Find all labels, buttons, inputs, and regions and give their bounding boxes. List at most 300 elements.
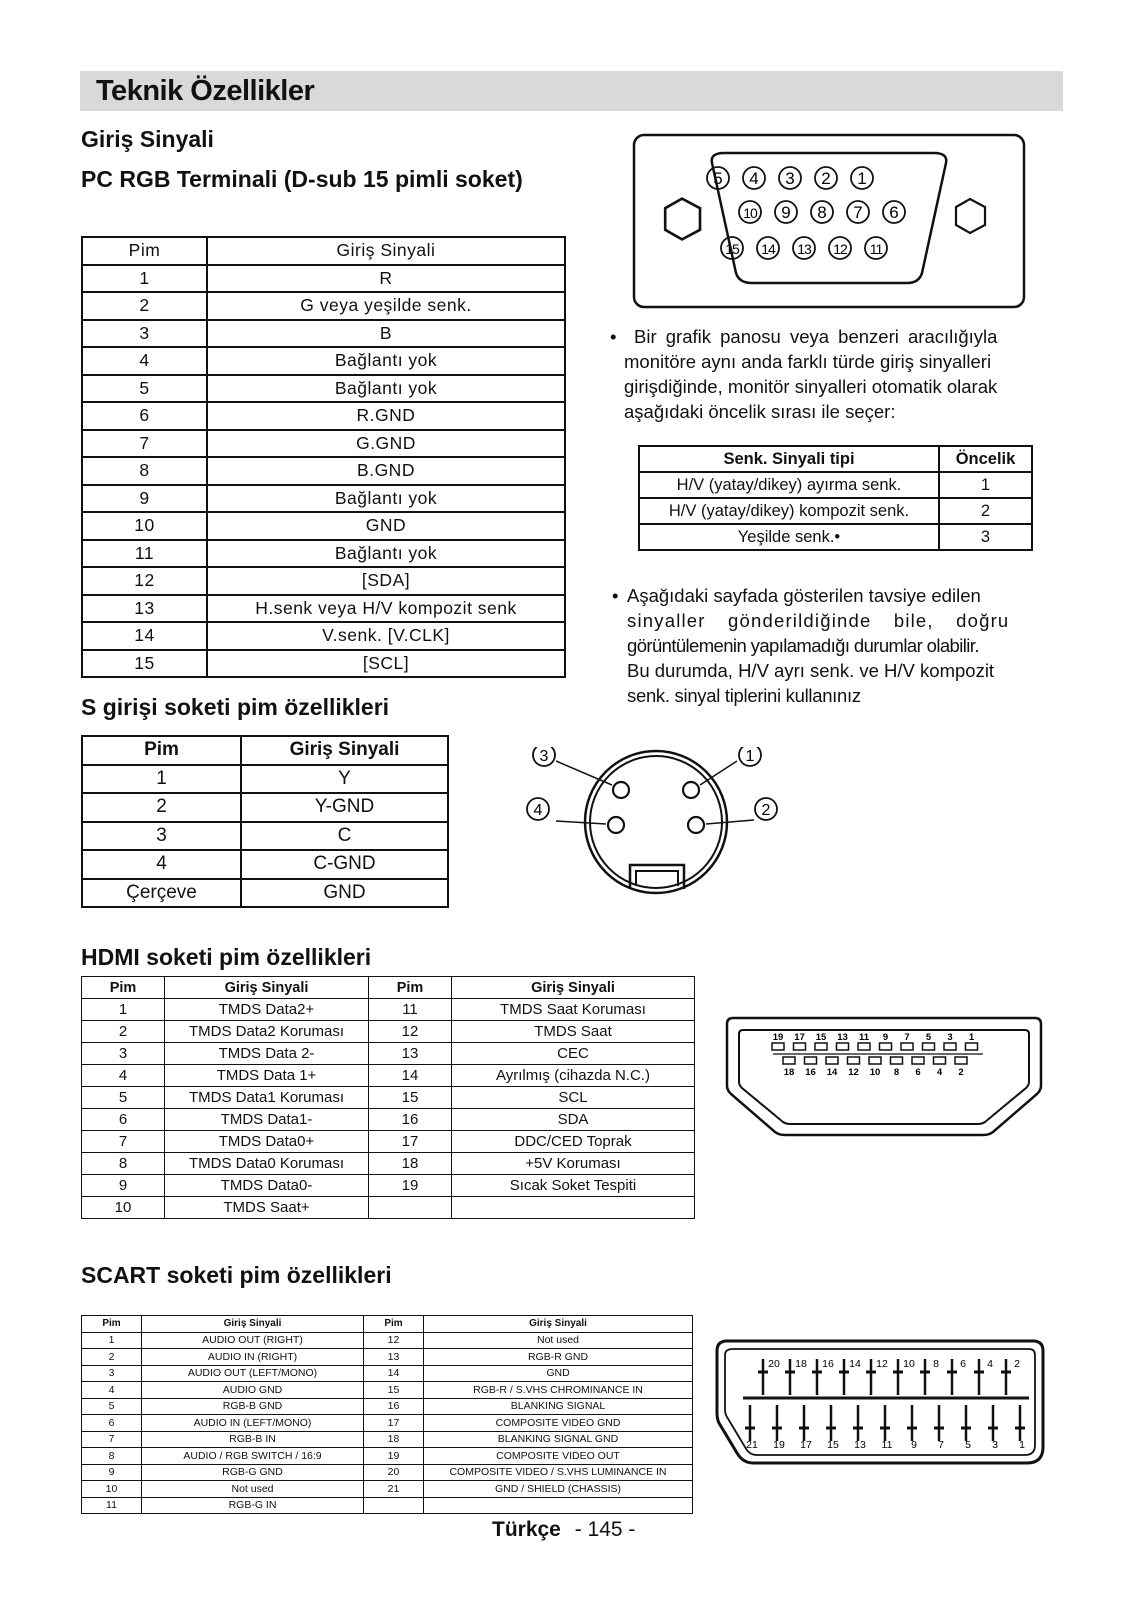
- bullet: •: [612, 585, 619, 606]
- scart-pin-label: 17: [800, 1439, 812, 1451]
- table-row: [82, 512, 565, 540]
- scart-pin: [812, 1359, 822, 1395]
- scart-pin-label: 1: [1019, 1439, 1025, 1451]
- table-cell: R: [207, 265, 565, 293]
- svg-text:4: 4: [533, 802, 543, 819]
- table-cell: 13: [82, 595, 207, 623]
- table-row: [82, 485, 565, 513]
- header-pin: Pim: [82, 736, 241, 765]
- table-row: [82, 1332, 693, 1349]
- svg-text:6: 6: [889, 203, 899, 222]
- dsub-pin-3: [779, 167, 801, 189]
- table-cell: 1: [82, 265, 207, 293]
- table-cell: 19: [369, 1175, 452, 1197]
- table-cell: 13: [364, 1349, 424, 1366]
- table-cell: 2: [82, 292, 207, 320]
- table-cell: COMPOSITE VIDEO / S.VHS LUMINANCE IN: [424, 1464, 693, 1481]
- table-cell: 17: [364, 1415, 424, 1432]
- dsub-pin-4: [743, 167, 765, 189]
- table-cell: 3: [82, 1365, 142, 1382]
- table-cell: RGB-B IN: [142, 1431, 364, 1448]
- table-cell: Y-GND: [241, 793, 448, 822]
- scart-pin: [1001, 1359, 1011, 1395]
- scart-pin: [961, 1405, 971, 1441]
- s-pin-4-label: [527, 798, 549, 820]
- scart-pin-label: 21: [746, 1439, 758, 1451]
- hdmi-pin-label: 11: [858, 1032, 870, 1043]
- scart-pin: [799, 1405, 809, 1441]
- table-cell: GND / SHIELD (CHASSIS): [424, 1481, 693, 1498]
- scart-pin: [772, 1405, 782, 1441]
- hdmi-pin-label: 7: [904, 1032, 910, 1043]
- hdmi-pin: [901, 1043, 913, 1050]
- hdmi-pin: [891, 1057, 903, 1064]
- table-cell: 8: [82, 1153, 165, 1175]
- table-cell: Bağlantı yok: [207, 485, 565, 513]
- hdmi-pin: [826, 1057, 838, 1064]
- s-pin-1-label: [739, 747, 761, 766]
- title-bar: [80, 71, 1063, 111]
- table-cell: Not used: [142, 1481, 364, 1498]
- scart-pin: [974, 1359, 984, 1395]
- table-header-row: [639, 446, 1032, 472]
- table-cell: 5: [82, 1087, 165, 1109]
- table-cell: 11: [82, 540, 207, 568]
- dsub-pin-2: [815, 167, 837, 189]
- table-cell: 8: [82, 1448, 142, 1465]
- dsub-pin-13: [793, 237, 815, 259]
- table-cell: 16: [369, 1109, 452, 1131]
- note-line: Bu durumda, H/V ayrı senk. ve H/V kompozit: [627, 660, 995, 681]
- table-cell: [369, 1197, 452, 1219]
- table-cell: H.senk veya H/V kompozit senk: [207, 595, 565, 623]
- table-row: [82, 1349, 693, 1366]
- hdmi-pin: [772, 1043, 784, 1050]
- table-cell: [424, 1497, 693, 1514]
- scart-pin: [866, 1359, 876, 1395]
- table-row: [82, 1382, 693, 1399]
- s-pin-3-label: [533, 747, 555, 766]
- table-row: [82, 1109, 695, 1131]
- hdmi-pin: [783, 1057, 795, 1064]
- scart-pin: [934, 1405, 944, 1441]
- table-cell: COMPOSITE VIDEO OUT: [424, 1448, 693, 1465]
- pc-rgb-table: [81, 236, 566, 678]
- scart-pin: [745, 1405, 755, 1441]
- scart-connector-diagram: [713, 1337, 1047, 1467]
- header-pin: Pim: [82, 237, 207, 265]
- svg-text:14: 14: [761, 241, 775, 257]
- note-line: aşağıdaki öncelik sırası ile seçer:: [624, 401, 896, 422]
- table-cell: 12: [364, 1332, 424, 1349]
- table-cell: 16: [364, 1398, 424, 1415]
- hdmi-pin: [848, 1057, 860, 1064]
- table-cell: TMDS Saat+: [165, 1197, 369, 1219]
- table-cell: 14: [364, 1365, 424, 1382]
- header-signal: Giriş Sinyali: [142, 1316, 364, 1333]
- table-cell: TMDS Data0-: [165, 1175, 369, 1197]
- hdmi-pin: [794, 1043, 806, 1050]
- note-line: senk. sinyal tiplerini kullanınız: [627, 685, 861, 706]
- table-cell: GND: [424, 1365, 693, 1382]
- table-header-row: [82, 237, 565, 265]
- hdmi-pin: [805, 1057, 817, 1064]
- scart-pin: [839, 1359, 849, 1395]
- hdmi-pin: [966, 1043, 978, 1050]
- scart-pin-label: 8: [933, 1358, 939, 1370]
- table-cell: AUDIO OUT (LEFT/MONO): [142, 1365, 364, 1382]
- hdmi-pin-label: 19: [772, 1032, 784, 1043]
- table-cell: 13: [369, 1043, 452, 1065]
- table-row: [82, 402, 565, 430]
- table-cell: RGB-R / S.VHS CHROMINANCE IN: [424, 1382, 693, 1399]
- table-cell: TMDS Saat: [452, 1021, 695, 1043]
- scart-pin: [988, 1405, 998, 1441]
- table-cell: 10: [82, 1197, 165, 1219]
- scart-pin: [893, 1359, 903, 1395]
- scart-pin-label: 13: [854, 1439, 866, 1451]
- table-cell: 21: [364, 1481, 424, 1498]
- header-signal: Giriş Sinyali: [452, 977, 695, 999]
- scart-pin-label: 7: [938, 1439, 944, 1451]
- table-cell: G.GND: [207, 430, 565, 458]
- table-cell: TMDS Data1 Koruması: [165, 1087, 369, 1109]
- scart-pin: [880, 1405, 890, 1441]
- dsub-pin-9: [775, 201, 797, 223]
- scart-pin: [785, 1359, 795, 1395]
- header-pin: Pim: [82, 977, 165, 999]
- table-row: [82, 595, 565, 623]
- table-cell: AUDIO OUT (RIGHT): [142, 1332, 364, 1349]
- hdmi-pin-label: 5: [925, 1032, 932, 1043]
- header-signal: Giriş Sinyali: [241, 736, 448, 765]
- hdmi-pin-label: 16: [805, 1067, 816, 1078]
- table-cell: SDA: [452, 1109, 695, 1131]
- hdmi-pin-label: 13: [837, 1032, 848, 1043]
- table-cell: TMDS Saat Koruması: [452, 999, 695, 1021]
- table-row: [82, 1365, 693, 1382]
- header-pin: Pim: [82, 1316, 142, 1333]
- table-cell: CEC: [452, 1043, 695, 1065]
- table-cell: V.senk. [V.CLK]: [207, 622, 565, 650]
- svg-text:12: 12: [833, 241, 847, 257]
- footer-language: Türkçe: [492, 1518, 561, 1541]
- table-cell: 20: [364, 1464, 424, 1481]
- table-row: [82, 1175, 695, 1197]
- table-cell: 2: [82, 1021, 165, 1043]
- dsub-pin-group: [707, 167, 905, 259]
- dsub-pin-6: [883, 201, 905, 223]
- dsub-pin-14: [757, 237, 779, 259]
- table-cell: TMDS Data1-: [165, 1109, 369, 1131]
- hdmi-pin: [880, 1043, 892, 1050]
- footer: [492, 1518, 635, 1542]
- header-pin: Pim: [369, 977, 452, 999]
- hdmi-pin-group: [772, 1032, 983, 1078]
- section-pc-heading: PC RGB Terminali (D-sub 15 pimli soket): [81, 166, 523, 192]
- table-cell: C-GND: [241, 850, 448, 879]
- scart-pin: [920, 1359, 930, 1395]
- table-cell: BLANKING SIGNAL GND: [424, 1431, 693, 1448]
- table-row: [82, 265, 565, 293]
- svg-text:8: 8: [817, 203, 827, 222]
- table-cell: 2: [939, 498, 1032, 524]
- table-cell: 4: [82, 347, 207, 375]
- table-cell: RGB-R GND: [424, 1349, 693, 1366]
- table-cell: [364, 1497, 424, 1514]
- table-cell: TMDS Data0 Koruması: [165, 1153, 369, 1175]
- table-cell: 4: [82, 850, 241, 879]
- table-cell: G veya yeşilde senk.: [207, 292, 565, 320]
- table-cell: TMDS Data 2-: [165, 1043, 369, 1065]
- table-row: [82, 765, 448, 794]
- svg-text:1: 1: [745, 748, 755, 765]
- header-signal: Giriş Sinyali: [165, 977, 369, 999]
- scart-pin: [1015, 1405, 1025, 1441]
- table-row: [82, 347, 565, 375]
- table-cell: R.GND: [207, 402, 565, 430]
- svg-text:2: 2: [761, 802, 771, 819]
- header-priority: Öncelik: [939, 446, 1032, 472]
- hdmi-pin-label: 8: [893, 1067, 900, 1078]
- table-row: [82, 1131, 695, 1153]
- table-cell: RGB-B GND: [142, 1398, 364, 1415]
- scart-pin-label: 10: [903, 1358, 915, 1370]
- section-input-heading: Giriş Sinyali: [81, 126, 214, 152]
- table-cell: AUDIO IN (RIGHT): [142, 1349, 364, 1366]
- table-cell: 18: [369, 1153, 452, 1175]
- hdmi-pin-label: 3: [947, 1032, 953, 1043]
- table-cell: GND: [241, 879, 448, 908]
- table-cell: RGB-G IN: [142, 1497, 364, 1514]
- table-row: [639, 472, 1032, 498]
- table-row: [82, 793, 448, 822]
- header-pin: Pim: [364, 1316, 424, 1333]
- table-row: [82, 622, 565, 650]
- note-line: girişdiğinde, monitör sinyalleri otomatik olarak: [624, 376, 998, 397]
- table-cell: 17: [369, 1131, 452, 1153]
- hdmi-pin: [934, 1057, 946, 1064]
- table-cell: Çerçeve: [82, 879, 241, 908]
- svg-text:3: 3: [539, 748, 549, 765]
- table-cell: TMDS Data 1+: [165, 1065, 369, 1087]
- hdmi-pin-label: 9: [882, 1032, 889, 1043]
- table-cell: 14: [369, 1065, 452, 1087]
- table-cell: TMDS Data2 Koruması: [165, 1021, 369, 1043]
- bullet: •: [610, 326, 617, 347]
- table-cell: 7: [82, 1131, 165, 1153]
- table-cell: 5: [82, 1398, 142, 1415]
- header-signal: Giriş Sinyali: [207, 237, 565, 265]
- table-cell: 15: [369, 1087, 452, 1109]
- table-cell: 12: [369, 1021, 452, 1043]
- table-cell: AUDIO GND: [142, 1382, 364, 1399]
- table-cell: 9: [82, 485, 207, 513]
- table-cell: Not used: [424, 1332, 693, 1349]
- scart-pin: [758, 1359, 768, 1395]
- dsub-pin-11: [865, 237, 887, 259]
- hdmi-pin-label: 4: [936, 1067, 943, 1078]
- table-header-row: [82, 736, 448, 765]
- table-cell: 8: [82, 457, 207, 485]
- table-row: [82, 1021, 695, 1043]
- hdmi-pin-label: 2: [958, 1067, 964, 1078]
- table-cell: DDC/CED Toprak: [452, 1131, 695, 1153]
- hdmi-connector-diagram: [723, 1014, 1045, 1138]
- table-cell: 3: [82, 1043, 165, 1065]
- table-cell: 12: [82, 567, 207, 595]
- scart-pin-label: 2: [1014, 1358, 1020, 1370]
- table-cell: AUDIO IN (LEFT/MONO): [142, 1415, 364, 1432]
- table-row: [639, 524, 1032, 550]
- scart-pin-label: 19: [773, 1439, 785, 1451]
- table-cell: 3: [82, 822, 241, 851]
- table-cell: 2: [82, 793, 241, 822]
- table-cell: AUDIO / RGB SWITCH / 16:9: [142, 1448, 364, 1465]
- table-cell: 9: [82, 1175, 165, 1197]
- table-cell: Bağlantı yok: [207, 375, 565, 403]
- scart-pin-group: [745, 1358, 1025, 1451]
- note-line: sinyaller gönderildiğinde bile, doğru: [627, 610, 1010, 631]
- table-cell: BLANKING SIGNAL: [424, 1398, 693, 1415]
- table-cell: Sıcak Soket Tespiti: [452, 1175, 695, 1197]
- dsub-pin-15: [721, 237, 743, 259]
- svg-text:15: 15: [725, 241, 739, 257]
- scart-pin: [947, 1359, 957, 1395]
- table-cell: 2: [82, 1349, 142, 1366]
- table-cell: 9: [82, 1464, 142, 1481]
- table-cell: B: [207, 320, 565, 348]
- table-cell: 18: [364, 1431, 424, 1448]
- hdmi-pin-label: 14: [826, 1067, 838, 1078]
- table-row: [82, 1043, 695, 1065]
- scart-pin-label: 3: [992, 1439, 998, 1451]
- table-row: [82, 1464, 693, 1481]
- svg-text:1: 1: [857, 169, 867, 188]
- scart-pin-label: 14: [849, 1358, 861, 1370]
- table-row: [82, 375, 565, 403]
- hdmi-pin: [837, 1043, 849, 1050]
- hdmi-pin: [858, 1043, 870, 1050]
- table-cell: Yeşilde senk.•: [639, 524, 939, 550]
- dsub-pin-8: [811, 201, 833, 223]
- table-cell: +5V Koruması: [452, 1153, 695, 1175]
- table-row: [82, 457, 565, 485]
- hdmi-pin: [815, 1043, 827, 1050]
- scart-pin-label: 5: [965, 1439, 971, 1451]
- scart-pin-label: 11: [881, 1439, 893, 1451]
- table-cell: 4: [82, 1065, 165, 1087]
- table-row: [82, 850, 448, 879]
- hdmi-pin-label: 18: [783, 1067, 795, 1078]
- note-line: görüntülemenin yapılamadığı durumlar olabilir.: [627, 635, 979, 656]
- table-cell: 15: [364, 1382, 424, 1399]
- hdmi-pin: [923, 1043, 935, 1050]
- table-cell: TMDS Data2+: [165, 999, 369, 1021]
- table-row: [639, 498, 1032, 524]
- table-cell: [SDA]: [207, 567, 565, 595]
- table-cell: H/V (yatay/dikey) kompozit senk.: [639, 498, 939, 524]
- s-video-connector-diagram: [526, 747, 792, 897]
- table-cell: COMPOSITE VIDEO GND: [424, 1415, 693, 1432]
- hdmi-pin: [955, 1057, 967, 1064]
- table-cell: 11: [82, 1497, 142, 1514]
- table-cell: GND: [207, 512, 565, 540]
- section-s-heading: S girişi soketi pim özellikleri: [81, 694, 390, 720]
- table-row: [82, 1087, 695, 1109]
- scart-pin-label: 4: [987, 1358, 993, 1370]
- table-cell: TMDS Data0+: [165, 1131, 369, 1153]
- table-header-row: [82, 977, 695, 999]
- table-cell: 11: [369, 999, 452, 1021]
- scart-pin: [907, 1405, 917, 1441]
- table-cell: C: [241, 822, 448, 851]
- section-scart-heading: SCART soketi pim özellikleri: [81, 1262, 392, 1288]
- table-cell: 10: [82, 512, 207, 540]
- table-row: [82, 1398, 693, 1415]
- table-cell: SCL: [452, 1087, 695, 1109]
- table-cell: 6: [82, 1415, 142, 1432]
- dsub-pin-12: [829, 237, 851, 259]
- table-row: [82, 1415, 693, 1432]
- header-sync-type: Senk. Sinyali tipi: [639, 446, 939, 472]
- header-signal: Giriş Sinyali: [424, 1316, 693, 1333]
- svg-text:3: 3: [785, 169, 795, 188]
- table-cell: 5: [82, 375, 207, 403]
- svg-text:5: 5: [713, 169, 723, 188]
- dsub-pin-7: [847, 201, 869, 223]
- hdmi-table: [81, 976, 695, 1219]
- table-cell: 6: [82, 1109, 165, 1131]
- svg-text:4: 4: [749, 169, 759, 188]
- table-cell: 3: [82, 320, 207, 348]
- svg-text:11: 11: [869, 241, 883, 257]
- page-title: Teknik Özellikler: [96, 75, 315, 107]
- table-row: [82, 320, 565, 348]
- hdmi-pin-label: 12: [848, 1067, 859, 1078]
- note-line: Aşağıdaki sayfada gösterilen tavsiye edilen: [627, 585, 981, 606]
- s-pin-2-label: [755, 798, 777, 820]
- table-cell: Ayrılmış (cihazda N.C.): [452, 1065, 695, 1087]
- table-row: [82, 1481, 693, 1498]
- hdmi-pin-label: 17: [794, 1032, 805, 1043]
- table-header-row: [82, 1316, 693, 1333]
- table-row: [82, 1497, 693, 1514]
- table-row: [82, 292, 565, 320]
- svg-text:2: 2: [821, 169, 831, 188]
- table-cell: 1: [82, 999, 165, 1021]
- table-row: [82, 567, 565, 595]
- table-cell: 19: [364, 1448, 424, 1465]
- table-row: [82, 1153, 695, 1175]
- dsub-connector-diagram: [632, 133, 1026, 309]
- table-cell: 4: [82, 1382, 142, 1399]
- table-cell: [452, 1197, 695, 1219]
- hdmi-pin-label: 1: [968, 1032, 975, 1043]
- table-cell: RGB-G GND: [142, 1464, 364, 1481]
- table-cell: 6: [82, 402, 207, 430]
- hdmi-pin: [869, 1057, 881, 1064]
- section-hdmi-heading: HDMI soketi pim özellikleri: [81, 944, 372, 970]
- svg-text:10: 10: [743, 205, 757, 221]
- s-video-table: [81, 735, 449, 908]
- hdmi-pin: [912, 1057, 924, 1064]
- note-line: monitöre aynı anda farklı türde giriş sinyalleri: [624, 351, 992, 372]
- scart-pin-label: 12: [876, 1358, 888, 1370]
- dsub-pin-10: [739, 201, 761, 223]
- table-cell: 1: [82, 1332, 142, 1349]
- scart-pin-label: 15: [827, 1439, 839, 1451]
